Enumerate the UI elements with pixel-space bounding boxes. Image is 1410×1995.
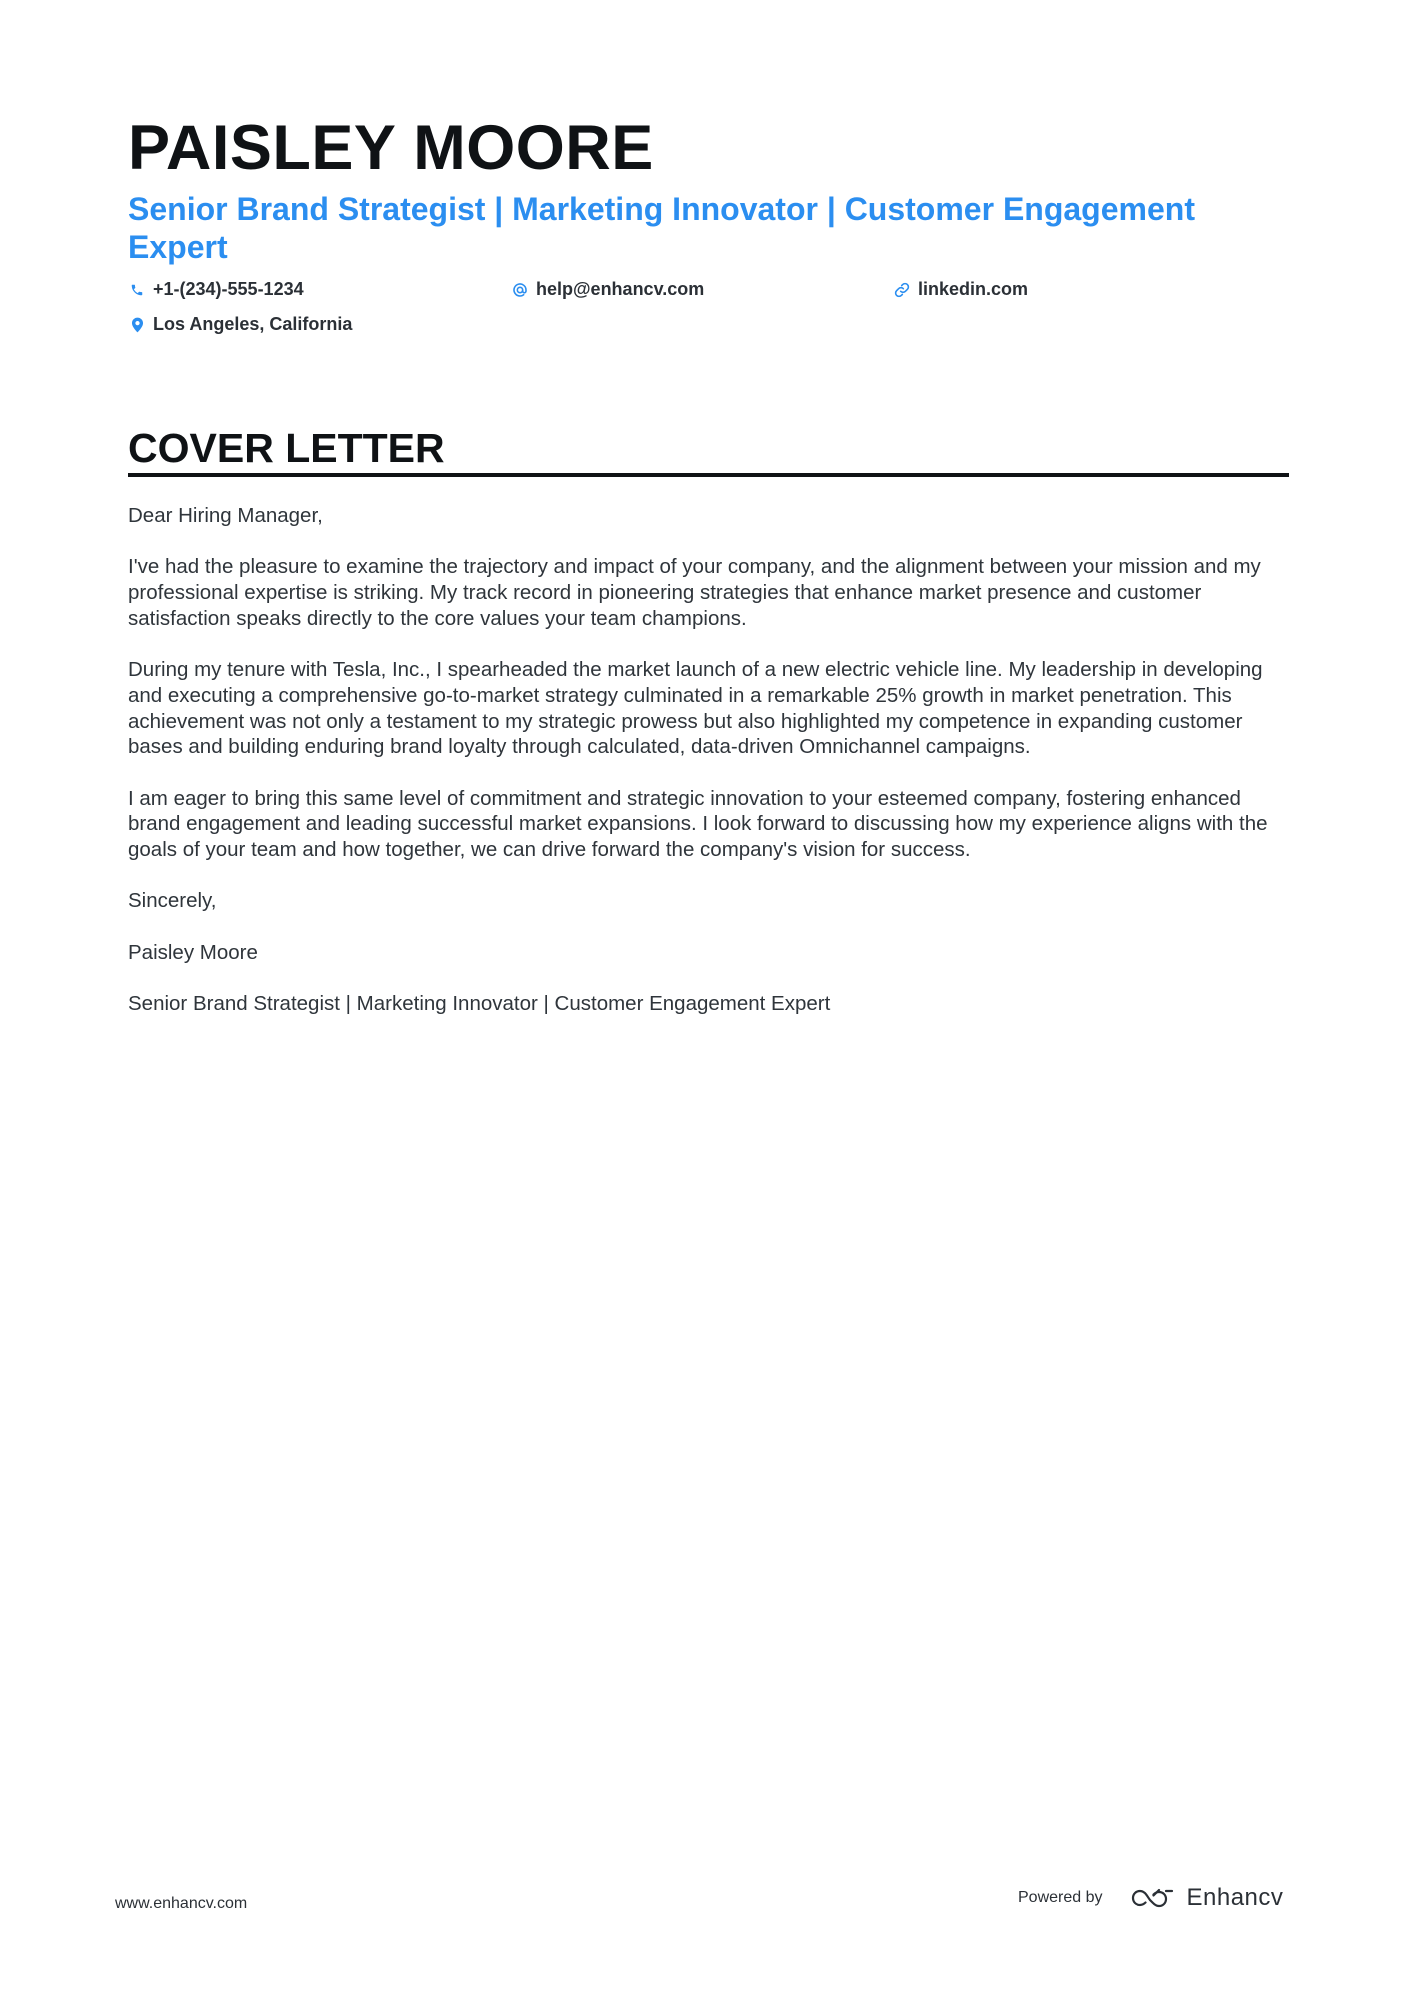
enhancv-wordmark: Enhancv	[1186, 1884, 1284, 1911]
letter-paragraph: I am eager to bring this same level of commitment and strategic innovation to your esteemed company, fostering enhanced brand engagement and leading successful market expansions. I look forward to discussing how my experience aligns with the goals of your team and how together, we can drive forward the company's vision for success.	[128, 786, 1268, 862]
contact-email-text: help@enhancv.com	[536, 279, 705, 299]
at-icon	[511, 281, 529, 299]
phone-icon	[128, 281, 146, 299]
candidate-name: PAISLEY MOORE	[128, 113, 654, 183]
footer-website-link[interactable]: www.enhancv.com	[115, 1895, 248, 1912]
letter-signature-title: Senior Brand Strategist | Marketing Innovator | Customer Engagement Expert	[128, 992, 831, 1016]
section-title: COVER LETTER	[128, 425, 445, 471]
letter-paragraph: I've had the pleasure to examine the trajectory and impact of your company, and the alignment between your mission and my professional expertise is striking. My track record in pioneering strategies that enhance market presence and customer satisfaction speaks directly to the core values your team champions.	[128, 555, 1261, 630]
candidate-headline: Senior Brand Strategist | Marketing Innovator | Customer Engagement Expert	[128, 191, 1195, 265]
letter-signature-name: Paisley Moore	[128, 940, 258, 964]
contact-linkedin[interactable]	[893, 279, 1028, 300]
contact-linkedin-text: linkedin.com	[918, 279, 1029, 299]
map-pin-icon	[128, 316, 146, 334]
letter-body	[128, 503, 1289, 1043]
letter-salutation: Dear Hiring Manager,	[128, 504, 323, 527]
section-divider	[128, 473, 1289, 477]
contact-phone[interactable]	[128, 279, 304, 300]
letter-closing: Sincerely,	[128, 889, 217, 913]
contact-location	[128, 314, 352, 335]
contact-location-text: Los Angeles, California	[153, 314, 353, 334]
contact-email[interactable]	[511, 279, 704, 300]
powered-by-label: Powered by	[1018, 1889, 1103, 1906]
letter-paragraph: During my tenure with Tesla, Inc., I spearheaded the market launch of a new electric vehicle line. My leadership in developing and executing a comprehensive go-to-market strategy culminated in a remarkable 25% growth in market penetration. This achievement was not only a testament to my strategic prowess but also highlighted my competence in expanding customer bases and building enduring brand loyalty through calculated, data-driven Omnichannel campaigns.	[128, 658, 1263, 759]
contact-phone-text: +1-(234)-555-1234	[153, 279, 304, 299]
link-icon	[893, 281, 911, 299]
enhancv-logo-icon	[1129, 1886, 1175, 1910]
footer-powered-by[interactable]	[1018, 1884, 1283, 1912]
